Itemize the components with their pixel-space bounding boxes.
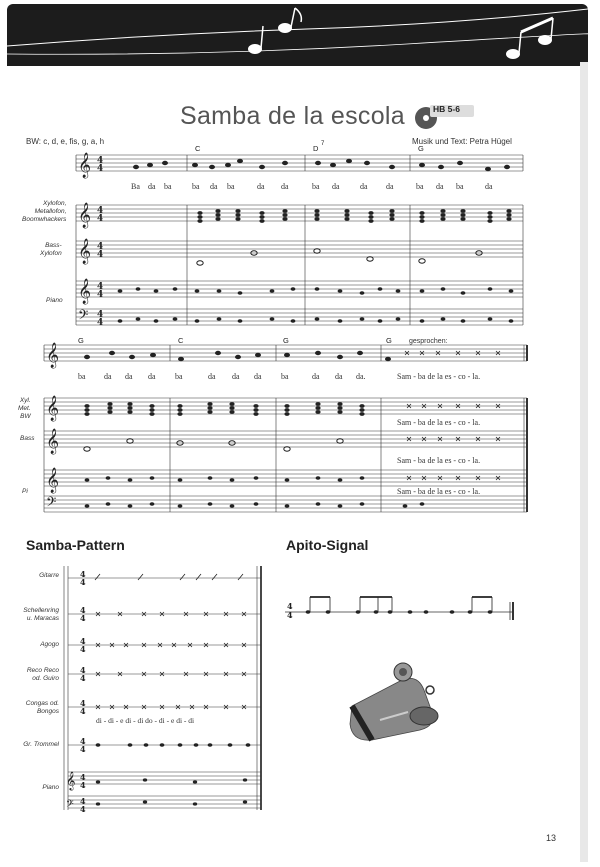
- time-signatures: [97, 156, 103, 328]
- svg-text:4: 4: [80, 636, 86, 646]
- instrument-label-piano: Piano: [46, 297, 63, 304]
- svg-text:𝄞: 𝄞: [46, 396, 60, 421]
- svg-text:𝄞: 𝄞: [78, 239, 92, 264]
- lyric: da: [125, 372, 133, 381]
- svg-text:𝄞: 𝄞: [78, 203, 92, 228]
- lyric: da: [254, 372, 262, 381]
- lyric-spoken: Sam - ba de la es - co - la.: [397, 456, 481, 465]
- chord-symbol: C: [195, 144, 201, 153]
- samba-pattern-staves: [64, 566, 261, 810]
- instrument-label-xylofon: Xyl. Met. BW: [18, 397, 31, 420]
- samba-instrument-label: Congas od. Bongos: [25, 700, 59, 715]
- svg-text:4: 4: [80, 744, 86, 754]
- lyric: da.: [356, 372, 366, 381]
- svg-text:4: 4: [97, 290, 104, 300]
- lyric-spoken: Sam - ba de la es - co - la.: [397, 372, 481, 381]
- piano-notes-s2: [85, 476, 425, 508]
- chord-symbol: 7: [321, 141, 325, 147]
- svg-text:4: 4: [97, 318, 104, 328]
- svg-text:4: 4: [80, 706, 86, 716]
- svg-text:4: 4: [97, 164, 104, 174]
- svg-text:4: 4: [80, 780, 86, 790]
- svg-text:4: 4: [80, 569, 86, 579]
- lyric-spoken: Sam - ba de la es - co - la.: [397, 487, 481, 496]
- lyric: ba: [416, 182, 424, 191]
- lyric: ba: [164, 182, 172, 191]
- lyric: da: [148, 372, 156, 381]
- lyric: ba: [312, 182, 320, 191]
- song-title: Samba de la escola: [180, 102, 405, 130]
- lyric: Ba: [131, 182, 140, 191]
- apito-staff: [285, 602, 513, 620]
- instrument-label-xylofon: Xylofon, Metallofon, Boomwhackers: [22, 200, 67, 223]
- lyric: ba: [281, 372, 289, 381]
- lyric: da: [210, 182, 218, 191]
- cd-track-label: HB 5-6: [433, 104, 460, 114]
- svg-text:𝄞: 𝄞: [46, 343, 60, 368]
- svg-text:4: 4: [80, 577, 86, 587]
- svg-text:4: 4: [287, 601, 293, 611]
- svg-text:4: 4: [80, 613, 86, 623]
- samba-instrument-label: Schellenring u. Maracas: [23, 607, 59, 622]
- samba-time-sigs: [80, 569, 86, 814]
- chord-symbol: C: [178, 336, 184, 345]
- svg-text:𝄞: 𝄞: [46, 468, 60, 493]
- svg-text:4: 4: [80, 772, 86, 782]
- svg-text:4: 4: [80, 644, 86, 654]
- svg-text:4: 4: [97, 250, 104, 260]
- melody-notes-s2: [84, 351, 391, 361]
- lyric: ba: [175, 372, 183, 381]
- lyric: ba: [78, 372, 86, 381]
- instrument-label-bass: Bass- Xylofon: [40, 242, 62, 257]
- lyric: da: [312, 372, 320, 381]
- lyric-spoken: Sam - ba de la es - co - la.: [397, 418, 481, 427]
- credits: Musik und Text: Petra Hügel: [412, 137, 512, 146]
- instrument-label-piano: Pi: [22, 488, 28, 495]
- svg-text:4: 4: [97, 242, 104, 252]
- lyric: da: [386, 182, 394, 191]
- spoken-annotation: gesprochen:: [409, 338, 448, 345]
- svg-text:𝄞: 𝄞: [66, 771, 76, 790]
- svg-text:4: 4: [80, 796, 86, 806]
- svg-text:4: 4: [80, 673, 86, 683]
- samba-instrument-label: Piano: [42, 784, 59, 791]
- apito-signal-heading: Apito-Signal: [286, 537, 369, 553]
- lyric: da: [148, 182, 156, 191]
- svg-text:4: 4: [80, 605, 86, 615]
- svg-text:4: 4: [80, 665, 86, 675]
- svg-text:4: 4: [80, 698, 86, 708]
- svg-text:4: 4: [97, 310, 104, 320]
- svg-text:4: 4: [287, 610, 293, 620]
- samba-pattern-marks: [95, 574, 246, 709]
- samba-instrument-label: Gitarre: [39, 572, 59, 579]
- samba-instrument-label: Agogo: [40, 641, 59, 648]
- system1-staff-lines: [76, 155, 523, 325]
- samba-instrument-label: Reco Reco od. Guiro: [26, 667, 59, 682]
- lyric: da: [335, 372, 343, 381]
- samba-instrument-label: Gr. Trommel: [23, 741, 59, 748]
- svg-text:4: 4: [80, 804, 86, 814]
- page-number: 13: [546, 833, 557, 843]
- svg-text:𝄞: 𝄞: [46, 429, 60, 454]
- svg-text:𝄞: 𝄞: [78, 153, 92, 178]
- chord-symbol: G: [418, 144, 424, 153]
- lyric: da: [208, 372, 216, 381]
- lyric: da: [281, 182, 289, 191]
- chord-symbol: G: [78, 336, 84, 345]
- lyric: da: [257, 182, 265, 191]
- boomwhacker-notes: BW: c, d, e, fis, g, a, h: [26, 137, 105, 146]
- svg-text:𝄞: 𝄞: [78, 279, 92, 304]
- svg-text:4: 4: [97, 282, 104, 292]
- chord-symbol: G: [386, 336, 392, 345]
- svg-text:𝄢: 𝄢: [78, 307, 89, 326]
- lyric: da: [360, 182, 368, 191]
- chord-symbol: G: [283, 336, 289, 345]
- lyric: da: [485, 182, 493, 191]
- lyric: da: [332, 182, 340, 191]
- svg-text:4: 4: [97, 206, 104, 216]
- lyric: ba: [227, 182, 235, 191]
- piano-notes-s1: [118, 287, 514, 323]
- lyric: ba: [456, 182, 464, 191]
- lyric: da: [104, 372, 112, 381]
- svg-text:4: 4: [80, 736, 86, 746]
- svg-text:𝄢: 𝄢: [66, 798, 74, 812]
- lyric: da: [436, 182, 444, 191]
- lyric: ba: [192, 182, 200, 191]
- svg-text:𝄢: 𝄢: [46, 494, 57, 513]
- apito-whistle-image: [350, 663, 438, 740]
- bass-notes-s2: [84, 439, 343, 451]
- instrument-label-bass: Bass: [20, 435, 35, 442]
- samba-pattern-heading: Samba-Pattern: [26, 537, 125, 553]
- melody-notes-s1: [133, 159, 510, 171]
- lyric: da: [232, 372, 240, 381]
- apito-stems: [310, 597, 492, 612]
- svg-text:4: 4: [97, 156, 104, 166]
- chord-symbol: D: [313, 144, 319, 153]
- conga-syllables: di - di - e di - di do - di - e di - di: [96, 716, 195, 725]
- svg-text:4: 4: [97, 214, 104, 224]
